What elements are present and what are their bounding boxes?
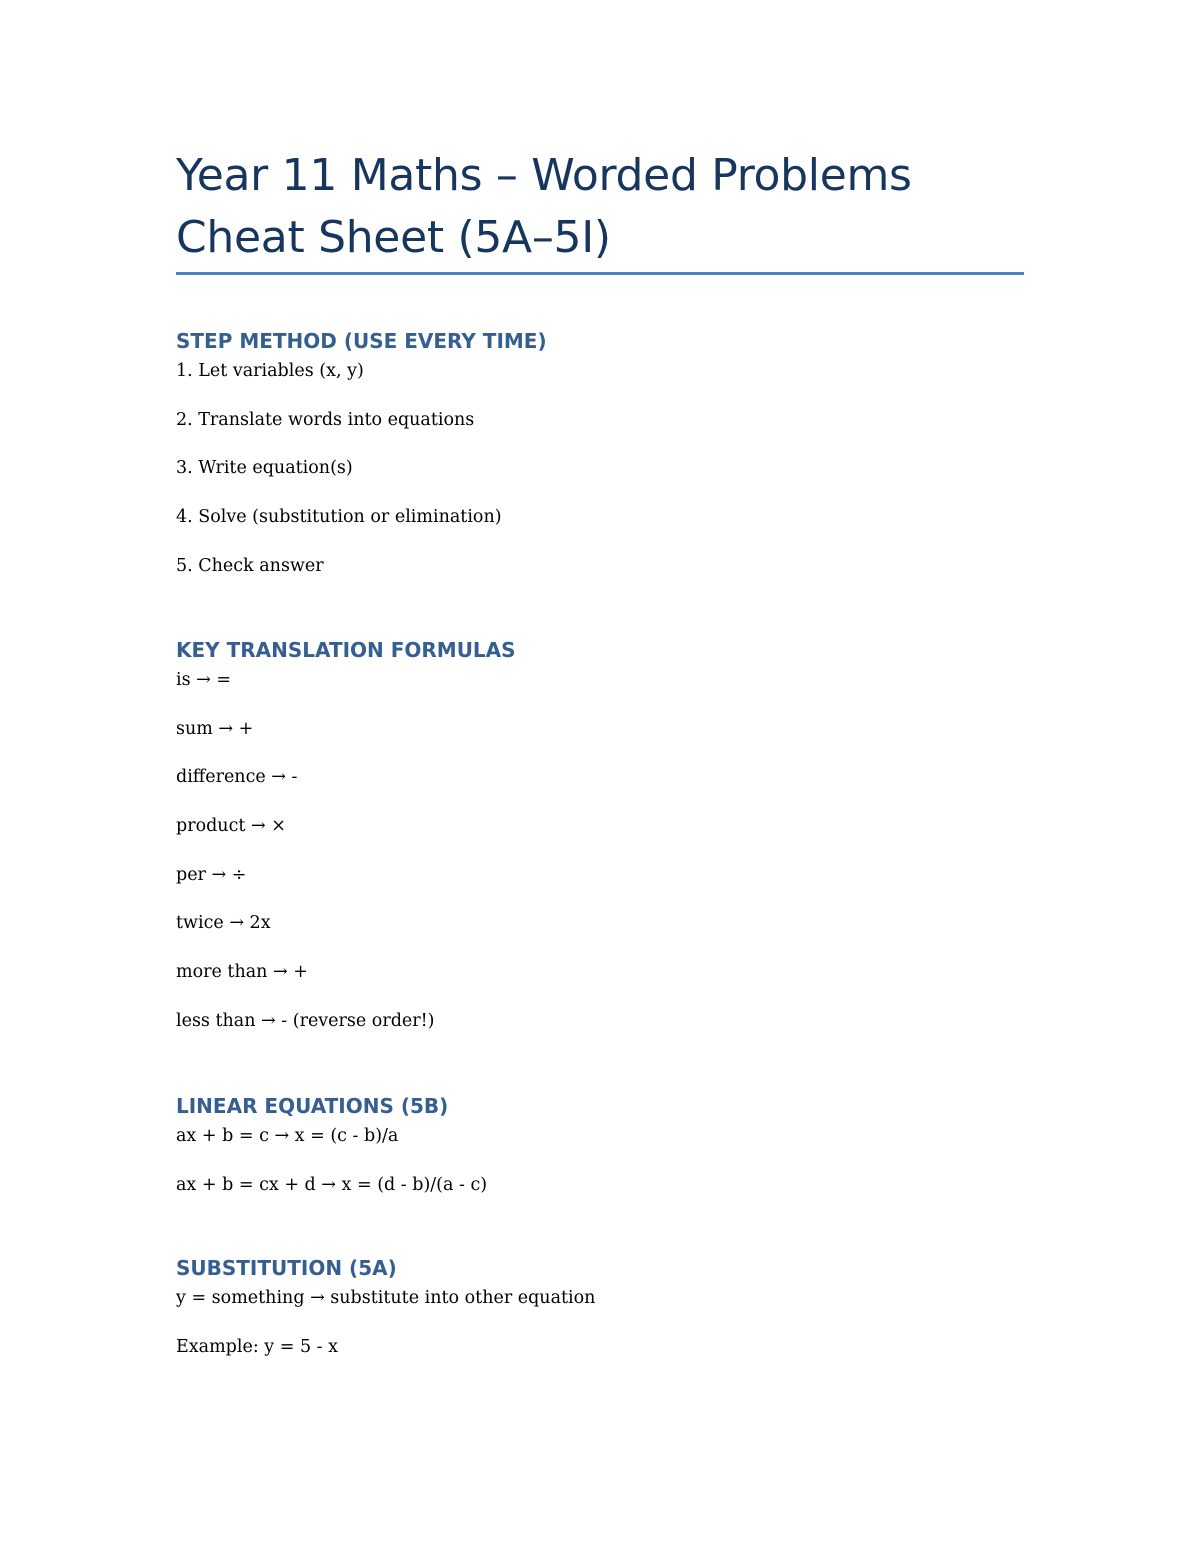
- list-item: twice → 2x: [176, 913, 271, 934]
- section-linear-equations: [176, 1090, 1024, 1219]
- list-item: 4. Solve (substitution or elimination): [176, 507, 502, 528]
- list-item: product → ×: [176, 816, 286, 837]
- list-item: 2. Translate words into equations: [176, 409, 475, 430]
- list-item: 5. Check answer: [176, 555, 324, 576]
- title-underline-divider: [176, 272, 1024, 275]
- section-heading: SUBSTITUTION (5A): [176, 1256, 397, 1280]
- section-step-method: [176, 325, 1024, 600]
- list-item: less than → - (reverse order!): [176, 1010, 435, 1031]
- list-item: 3. Write equation(s): [176, 458, 353, 479]
- list-item: per → ÷: [176, 864, 247, 885]
- list-item: more than → +: [176, 962, 308, 983]
- section-key-translation-formulas: [176, 634, 1024, 1056]
- section-heading: STEP METHOD (USE EVERY TIME): [176, 329, 547, 353]
- list-item: is → =: [176, 670, 232, 690]
- document-title: [176, 145, 1024, 269]
- section-heading: LINEAR EQUATIONS (5B): [176, 1094, 449, 1118]
- document-title-line-1: Year 11 Maths – Worded Problems: [176, 150, 912, 201]
- list-item: 1. Let variables (x, y): [176, 361, 364, 381]
- section-heading: KEY TRANSLATION FORMULAS: [176, 638, 516, 662]
- list-item: ax + b = c → x = (c - b)/a: [176, 1126, 399, 1146]
- list-item: y = something → substitute into other equation: [176, 1288, 596, 1308]
- list-item: ax + b = cx + d → x = (d - b)/(a - c): [176, 1174, 488, 1195]
- list-item: Example: y = 5 - x: [176, 1336, 339, 1357]
- list-item: difference → -: [176, 767, 298, 788]
- document-title-line-2: Cheat Sheet (5A–5I): [176, 212, 611, 263]
- section-substitution: [176, 1252, 1024, 1381]
- list-item: sum → +: [176, 718, 254, 739]
